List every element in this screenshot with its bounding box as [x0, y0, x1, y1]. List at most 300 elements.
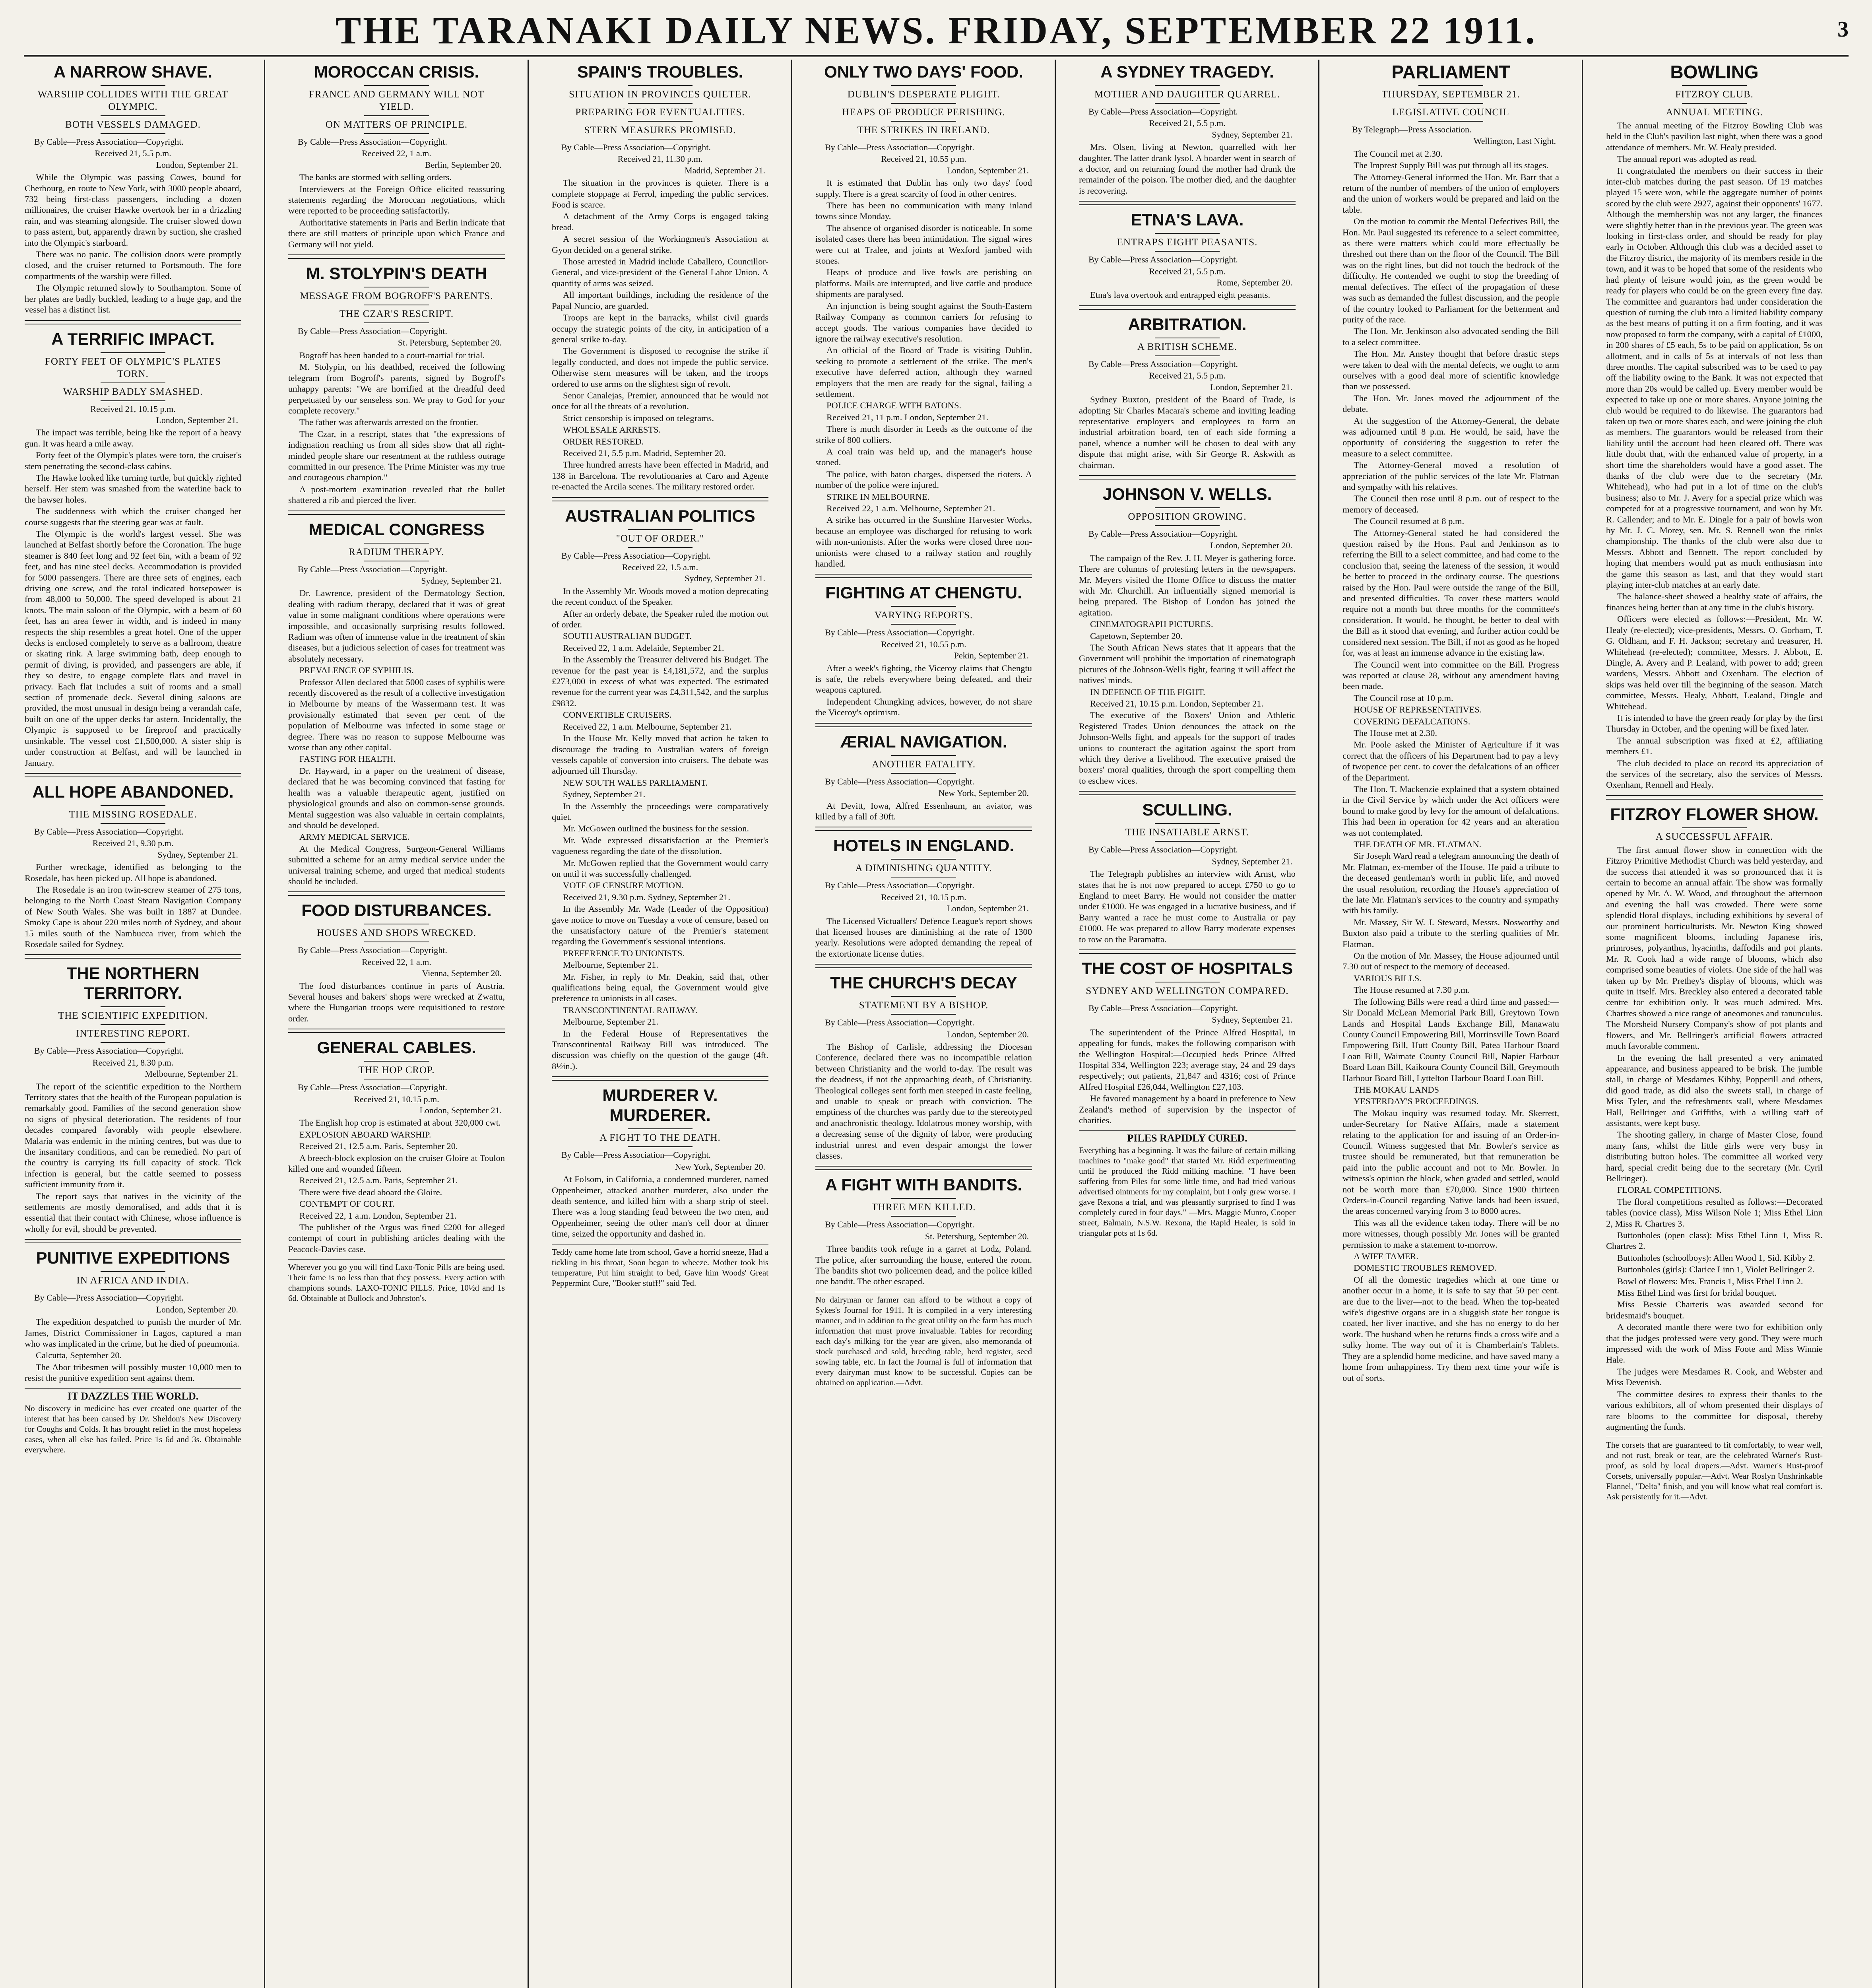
body-paragraph: He favored management by a board in preference to New Zealand's method of supervision by the inspector of charities.: [1079, 1093, 1296, 1125]
body-paragraph: Dr. Lawrence, president of the Dermatology Section, dealing with radium therapy, declared that it was of great value in some malignant conditions where operations were impossible, and occasionally surprising results followed. Radium was often of immense value in the treatment of skin diseases, but a judicious selection of cases for treatment was absolutely necessary.: [288, 588, 505, 664]
body-paragraph: Three bandits took refuge in a garret at Lodz, Poland. The police, after surrounding the house, entered the room. The bandits shot two policemen dead, and the police killed one bandit. The other escaped.: [815, 1244, 1032, 1287]
received-time: Received 21, 10.15 p.m.: [90, 404, 176, 414]
subhead-rule: [364, 85, 429, 86]
byline: By Cable—Press Association—Copyright.: [1088, 845, 1238, 855]
body-paragraph: In the Assembly Mr. Woods moved a motion deprecating the recent conduct of the Speaker.: [552, 586, 768, 607]
body-paragraph: Professor Allen declared that 5000 cases of syphilis were recently discovered as the result of a collective investigation in Melbourne by means of the Wassermann test. It was provisionally estimated that seven per cent. of the population of Melbourne was infected in some stage or degree. There was no reason to suppose Melbourne was worse than any other capital.: [288, 677, 505, 753]
byline: By Cable—Press Association—Copyright.: [825, 776, 974, 786]
article-divider: [1606, 795, 1823, 800]
body-paragraph: CINEMATOGRAPH PICTURES.: [1090, 619, 1213, 629]
subhead-rule: [628, 139, 693, 140]
subhead-rule: [364, 1061, 429, 1062]
body-paragraph: Dr. Hayward, in a paper on the treatment of disease, declared that he was becoming convinced that fasting for health was a valuable therapeutic agent, justified on physiological grounds and also on common-sense grounds. Mental suggestion was also valuable in certain complaints, and should be developed.: [288, 765, 505, 830]
received-time: Received 21, 9.30 p.m.: [92, 838, 174, 848]
article: [1079, 475, 1296, 786]
body-paragraph: The Olympic is the world's largest vessel. She was launched at Belfast shortly before the Coronation. The huge steamer is 840 feet long and 92 feet 6in, with a beam of 92 feet, and has nine steel decks. Accommodation is provided for 5000 passengers. There are three sets of engines, each driving one screw, and the total indicated horsepower is from 48,000 to 50,000. The speed developed is about 21 knots. The main saloon of the Olympic, with a beam of 60 feet, has an area fewer in width, and is indeed in many respects the ship resembles a great hotel. One of the upper decks is enclosed completely to serve as a ballroom, theatre or skating rink. A large swimming bath, deep enough to permit of diving, is provided, and passengers are able, if they so desire, to engage complete flats and travel in privacy. Each flat includes a suit of rooms and a small section of promenade deck. Several dining saloons are provided, the most unusual in design being a verandah cafe, built on one of the upper decks far astern. Incidentally, the Olympic is supposed to be fireproof and practically unsinkable. The vessel cost £1,500,000. A sister ship is under construction at Belfast, and will be launched in January.: [25, 528, 241, 768]
subhead: ON MATTERS OF PRINCIPLE.: [325, 119, 468, 130]
byline: By Cable—Press Association—Copyright.: [298, 1082, 447, 1093]
column-rule: [264, 60, 265, 1988]
ad-text: Wherever you go you will find Laxo-Tonic Pills are being used. Their fame is no less than that they possess. Every action with champions sounds. LAXO-TONIC PILLS. Price, 10½d and 1s 6d. Obtainable at Bullock and Johnston's.: [288, 1262, 505, 1303]
dateline: Sydney, September 21.: [1212, 129, 1292, 140]
subhead-rule: [101, 1289, 166, 1290]
headline: A FIGHT WITH BANDITS.: [825, 1175, 1022, 1194]
subhead-rule: [101, 133, 166, 134]
body-paragraph: In the House Mr. Kelly moved that action be taken to discourage the trading to Australian waters of foreign vessels capable of conversion into cruisers. The debate was adjourned till Thursday.: [552, 733, 768, 776]
body-paragraph: Received 21, 11 p.m. London, September 21.: [826, 412, 989, 422]
subhead: THE INSATIABLE ARNST.: [1125, 827, 1249, 838]
body-paragraph: This was all the evidence taken today. There will be no more witnesses, though possibly Mr. Jones will be granted permission to make a statement to-morrow.: [1342, 1217, 1559, 1250]
article: [288, 891, 505, 1024]
body-paragraph: Buttonholes (schoolboys): Allen Wood 1, Sid. Kibby 2.: [1617, 1252, 1815, 1263]
column-rule: [528, 60, 529, 1988]
body-paragraph: The Hawke looked like turning turtle, but quickly righted herself. Her stem was smashed from the waterline back to the hawser holes.: [25, 472, 241, 505]
received-time: Received 21, 10.15 p.m.: [354, 1094, 439, 1104]
body-paragraph: The impact was terrible, being like the report of a heavy gun. It was heard a mile away.: [25, 427, 241, 448]
article: [25, 320, 241, 768]
body-paragraph: The Council met at 2.30.: [1354, 148, 1443, 159]
body-paragraph: Independent Chungking advices, however, do not share the Viceroy's optimism.: [815, 696, 1032, 718]
headline: HOTELS IN ENGLAND.: [833, 836, 1014, 855]
body-paragraph: The Council rose at 10 p.m.: [1354, 693, 1453, 703]
body-paragraph: In the Federal House of Representatives the Transcontinental Railway Bill was introduced. The discussion was chiefly on the question of the gauge (4ft. 8½in.).: [552, 1028, 768, 1071]
body-paragraph: Received 21, 5.5 p.m. Madrid, September 20.: [563, 448, 726, 458]
body-paragraph: A WIFE TAMER.: [1354, 1251, 1419, 1262]
article-divider: [1079, 305, 1296, 310]
ad-text: The corsets that are guaranteed to fit comfortably, to wear well, and not rust, break or tear, are the celebrated Warner's Rust-proof, as sold by local drapers.—Advt. Warner's Rust-proof Corsets, universally popular.—Advt. Wear Roslyn Unshrinkable Flannel, "Delta" finish, and you will know what real comfort is. Ask persistently for it.—Advt.: [1606, 1440, 1823, 1502]
subhead-rule: [364, 543, 429, 544]
article-divider: [552, 1076, 768, 1081]
body-paragraph: Further wreckage, identified as belonging to the Rosedale, has been picked up. All hope is abandoned.: [25, 862, 241, 883]
body-paragraph: Buttonholes (girls): Clarice Linn 1, Violet Bellringer 2.: [1617, 1264, 1815, 1275]
headline: THE CHURCH'S DECAY: [830, 973, 1017, 992]
subhead: ENTRAPS EIGHT PEASANTS.: [1117, 237, 1258, 248]
body-paragraph: The banks are stormed with selling orders.: [299, 172, 452, 182]
body-paragraph: The absence of organised disorder is noticeable. In some isolated cases there has been intimidation. The signal wires were cut at Tralee, and joints at Wexford jambed with stones.: [815, 223, 1032, 266]
body-paragraph: While the Olympic was passing Cowes, bound for Cherbourg, en route to New York, with 3000 people aboard, 732 being first-class passengers, including a dozen millionaires, the cruiser Hawke overtook her in a drizzling rain, and was steaming alongside. The cruiser slowed down to pass astern, but, apparently drawn by suction, she crashed into the Olympic's starboard.: [25, 172, 241, 248]
byline: By Cable—Press Association—Copyright.: [825, 627, 974, 638]
subhead: A FIGHT TO THE DEATH.: [599, 1132, 721, 1143]
advertisement: [1079, 1130, 1296, 1238]
body-paragraph: On the motion of Mr. Massey, the House adjourned until 7.30 out of respect to the memory of deceased.: [1342, 951, 1559, 972]
body-paragraph: Melbourne, September 21.: [563, 1017, 658, 1027]
body-paragraph: Received 21, 12.5 a.m. Paris, September 20.: [299, 1141, 458, 1151]
body-paragraph: The Abor tribesmen will possibly muster 10,000 men to resist the punitive expedition sent against them.: [25, 1362, 241, 1383]
body-paragraph: An official of the Board of Trade is visiting Dublin, seeking to promote a settlement of the strike. The men's executive have deferred action, although they warned employers that the men are ready for the signal, failing a settlement.: [815, 345, 1032, 399]
ad-headline: PILES RAPIDLY CURED.: [1127, 1132, 1247, 1144]
article-divider: [288, 511, 505, 515]
dateline: Sydney, September 21.: [685, 573, 765, 584]
byline: By Cable—Press Association—Copyright.: [34, 1046, 184, 1056]
masthead-title: THE TARANAKI DAILY NEWS. FRIDAY, SEPTEMBER 22 1911.: [336, 9, 1537, 52]
article: [1342, 62, 1559, 1383]
body-paragraph: The expedition despatched to punish the murder of Mr. James, District Commissioner in Lagos, captured a man who was implicated in the crime, but he died of pneumonia.: [25, 1317, 241, 1349]
body-paragraph: A detachment of the Army Corps is engaged taking bread.: [552, 211, 768, 232]
article: [25, 1239, 241, 1383]
body-paragraph: Mr. Wade expressed dissatisfaction at the Premier's vagueness regarding the date of the dissolution.: [552, 835, 768, 856]
article: [1079, 201, 1296, 301]
byline: By Cable—Press Association—Copyright.: [34, 137, 184, 147]
byline: By Cable—Press Association—Copyright.: [1088, 254, 1238, 265]
subhead-rule: [628, 547, 693, 548]
body-paragraph: VOTE OF CENSURE MOTION.: [563, 880, 684, 891]
article-divider: [25, 320, 241, 324]
subhead-rule: [628, 1128, 693, 1129]
body-paragraph: NEW SOUTH WALES PARLIAMENT.: [563, 777, 708, 788]
column-rule: [1582, 60, 1583, 1988]
dateline: St. Petersburg, September 20.: [925, 1231, 1029, 1241]
dateline: New York, September 20.: [675, 1161, 765, 1172]
article: [1079, 949, 1296, 1126]
subhead-rule: [101, 85, 166, 86]
received-time: Received 22, 1.5 a.m.: [622, 562, 698, 572]
body-paragraph: PREVALENCE OF SYPHILIS.: [299, 665, 414, 676]
column-rule: [1318, 60, 1319, 1988]
body-paragraph: Received 22, 1 a.m. Adelaide, September 21.: [563, 643, 724, 653]
byline: By Cable—Press Association—Copyright.: [561, 1150, 711, 1160]
headline: SPAIN'S TROUBLES.: [577, 62, 743, 81]
advertisement: [552, 1244, 768, 1288]
column-5: [1079, 60, 1296, 1988]
subhead-rule: [101, 805, 166, 806]
article: [288, 254, 505, 506]
subhead-rule: [891, 85, 956, 86]
body-paragraph: The Olympic returned slowly to Southampton. Some of her plates are badly buckled, leading to a huge gap, and the vessel has a distinct list.: [25, 283, 241, 315]
dateline: Vienna, September 20.: [422, 968, 502, 978]
body-paragraph: Bogroff has been handed to a court-martial for trial.: [299, 350, 485, 360]
body-paragraph: Miss Bessie Charteris was awarded second for bridesmaid's bouquet.: [1606, 1299, 1823, 1320]
subhead: FRANCE AND GERMANY WILL NOT YIELD.: [308, 89, 485, 112]
body-paragraph: Senor Canalejas, Premier, announced that he would not once for all the threats of a revolution.: [552, 390, 768, 412]
subhead: WARSHIP COLLIDES WITH THE GREAT OLYMPIC.: [37, 89, 229, 112]
subhead: STATEMENT BY A BISHOP.: [859, 1000, 989, 1011]
body-paragraph: COVERING DEFALCATIONS.: [1354, 716, 1470, 726]
column-2: [288, 60, 505, 1988]
subhead-rule: [891, 1014, 956, 1015]
received-time: Received 21, 11.30 p.m.: [617, 154, 703, 164]
dateline: Sydney, September 21.: [421, 575, 502, 586]
subhead: HEAPS OF PRODUCE PERISHING.: [842, 107, 1005, 118]
body-paragraph: The Telegraph publishes an interview with Arnst, who states that he is not now prepared to accept £750 to go to England to meet Barry. He would not consider the matter under £1000. He was engaged in a lucrative business, and if Barry wanted a race he must come to Australia or pay £1000. He was prepared to allow Barry moderate expenses to row on the Paramatta.: [1079, 869, 1296, 944]
article: [815, 574, 1032, 718]
byline: By Cable—Press Association—Copyright.: [561, 142, 711, 152]
body-paragraph: An injunction is being sought against the South-Eastern Railway Company as common carriers for refusing to accept goods. The various companies have decided to ignore the railway executive's resolution.: [815, 301, 1032, 344]
article: [1079, 305, 1296, 470]
subhead-rule: [101, 1042, 166, 1043]
body-paragraph: Mr. Massey, Sir W. J. Steward, Messrs. Nosworthy and Buxton also paid a tribute to the sterling qualities of Mr. Flatman.: [1342, 917, 1559, 949]
body-paragraph: The balance-sheet showed a healthy state of affairs, the finances being better than at any time in the club's history.: [1606, 591, 1823, 612]
article: [1606, 62, 1823, 790]
article-divider: [288, 254, 505, 259]
body-paragraph: A secret session of the Workingmen's Association at Gyon decided on a general strike.: [552, 234, 768, 255]
subhead: THURSDAY, SEPTEMBER 21.: [1381, 89, 1520, 100]
headline: ALL HOPE ABANDONED.: [32, 782, 234, 801]
body-paragraph: There was no panic. The collision doors were promptly closed, and the cruiser returned to Portsmouth. The fore compartments of the warship were filled.: [25, 249, 241, 281]
column-3: [552, 60, 768, 1988]
dateline: London, September 21.: [156, 159, 238, 170]
body-paragraph: The food disturbances continue in parts of Austria. Several houses and bakers' shops were wrecked at Zwattu, where the Hungarian troops were requisitioned to restore order.: [288, 980, 505, 1023]
body-paragraph: TRANSCONTINENTAL RAILWAY.: [563, 1005, 698, 1015]
body-paragraph: A post-mortem examination revealed that the bullet shattered a rib and pierced the liver.: [288, 484, 505, 505]
subhead: HOUSES AND SHOPS WRECKED.: [317, 928, 476, 939]
body-paragraph: Strict censorship is imposed on telegrams.: [563, 413, 714, 423]
body-paragraph: Mr. Fisher, in reply to Mr. Deakin, said that, other qualifications being equal, the Government would give preference to unionists in all cases.: [552, 971, 768, 1004]
body-paragraph: The Hon. Mr. Jones moved the adjournment of the debate.: [1342, 393, 1559, 414]
byline: By Cable—Press Association—Copyright.: [1088, 1003, 1238, 1013]
headline: FOOD DISTURBANCES.: [301, 901, 492, 920]
article: [815, 1166, 1032, 1287]
subhead-rule: [628, 1146, 693, 1147]
body-paragraph: Sydney Buxton, president of the Board of Trade, is adopting Sir Charles Macara's scheme and inviting leading representative employers and employees to form an industrial arbitration board, ten of each side forming a panel, whence a number will be chosen to deal with any dispute that might arise, with Sir George R. Askwith as chairman.: [1079, 394, 1296, 470]
body-paragraph: After an orderly debate, the Speaker ruled the motion out of order.: [552, 608, 768, 630]
body-paragraph: ORDER RESTORED.: [563, 436, 644, 447]
advertisement: [815, 1292, 1032, 1388]
advertisement: [25, 1388, 241, 1455]
headline: M. STOLYPIN'S DEATH: [306, 264, 487, 283]
byline: By Cable—Press Association—Copyright.: [825, 1219, 974, 1230]
article: [25, 773, 241, 949]
byline: By Cable—Press Association—Copyright.: [34, 1293, 184, 1303]
body-paragraph: The Licensed Victuallers' Defence League's report shows that licensed houses are diminishing at the rate of 1300 yearly. Resolutions were adopted demanding the repeal of the extortionate license duties.: [815, 916, 1032, 959]
article: [1079, 62, 1296, 196]
body-paragraph: Received 22, 1 a.m. Melbourne, September 21.: [563, 721, 732, 732]
body-paragraph: The South African News states that it appears that the Government will prohibit the importation of cinematograph pictures of the Johnson-Wells fight, fearing it will affect the natives' minds.: [1079, 643, 1296, 685]
body-paragraph: The Bishop of Carlisle, addressing the Diocesan Conference, declared there was no incompatible relation between Christianity and the world to-day. The result was the deadness, if not the approaching death, of Christianity. Theological colleges sent forth men steeped in caste feeling, and unable to speak or preach with conviction. The emptiness of the churches was partly due to the stereotyped and anachronistic theology. Idolatrous money worship, with a decreasing sense of the dignity of labor, were producing industrial unrest and even despair amongst the lower classes.: [815, 1041, 1032, 1161]
body-paragraph: It is estimated that Dublin has only two days' food supply. There is a great scarcity of food in other centres.: [815, 178, 1032, 199]
article: [1606, 795, 1823, 1433]
body-paragraph: STRIKE IN MELBOURNE.: [826, 491, 930, 502]
body-paragraph: The executive of the Boxers' Union and Athletic Registered Trades Union denounces the attack on the Johnson-Wells fight, and appeals for the support of trades unions to counteract the agitation against the sport from which they derive a livelihood. The executive praised the boxers' moral qualities, through the sport compelling them to eschew vices.: [1079, 710, 1296, 786]
subhead: PREPARING FOR EVENTUALITIES.: [575, 107, 745, 118]
subhead-rule: [364, 115, 429, 116]
article-divider: [815, 574, 1032, 578]
body-paragraph: Officers were elected as follows:—President, Mr. W. Healy (re-elected); vice-presidents, Messrs. O. Gorham, T. G. Oldham, and F. H. Jackson; secretary and treasurer, H. Whitehead (re-elected); committee, Messrs. J. Abbott, E. Dingle, A. Avery and P. Lealand, with power to add; green wardens, Messrs. Abbott and Oxenham. The election of skips was held over till the beginning of the season. Match committee, Messrs. Healy, Abbott, Lealand, Dingle and Whitehead.: [1606, 614, 1823, 711]
body-paragraph: ARMY MEDICAL SERVICE.: [299, 832, 410, 842]
body-paragraph: The floral competitions resulted as follows:—Decorated tables (novice class), Miss Wilson Nole 1; Miss Ethel Linn 2, Miss R. Chartres 3.: [1606, 1196, 1823, 1229]
byline: By Cable—Press Association—Copyright.: [1088, 528, 1238, 539]
body-paragraph: All important buildings, including the residence of the Papal Nuncio, are guarded.: [552, 290, 768, 311]
headline: MURDERER V. MURDERER.: [602, 1086, 718, 1125]
subhead: A BRITISH SCHEME.: [1137, 341, 1238, 352]
ad-text: No dairyman or farmer can afford to be without a copy of Sykes's Journal for 1911. It is compiled in a very interesting manner, and in addition to the great utility on the farm has much information that must prove invaluable. Tables for recording each day's milking for the year are given, also memoranda of stock purchased and sold, breeding table, herd register, seed sowing table, etc. In fact the Journal is full of information that every dairyman must know to be successful. Copies can be obtained on application.—Advt.: [815, 1295, 1032, 1387]
received-time: Received 21, 8.30 p.m.: [92, 1057, 174, 1068]
headline: AUSTRALIAN POLITICS: [565, 506, 755, 525]
headline: A TERRIFIC IMPACT.: [51, 329, 215, 348]
received-time: Received 21, 5.5 p.m.: [1149, 118, 1226, 128]
body-paragraph: After a week's fighting, the Viceroy claims that Chengtu is safe, the rebels everywhere being defeated, and their weapons captured.: [815, 663, 1032, 695]
advertisement: [1606, 1437, 1823, 1502]
body-paragraph: DOMESTIC TROUBLES REMOVED.: [1354, 1263, 1496, 1273]
body-paragraph: Received 21, 12.5 a.m. Paris, September 21.: [299, 1175, 458, 1186]
received-time: Received 21, 5.5 p.m.: [1149, 371, 1226, 381]
body-paragraph: The annual meeting of the Fitzroy Bowling Club was held in the Club's pavilion last night, when there was a good attendance of members. Mr. W. Healy presided.: [1606, 120, 1823, 152]
column-rule: [1055, 60, 1056, 1988]
subhead-rule: [1155, 525, 1220, 526]
dateline: St. Petersburg, September 20.: [398, 338, 502, 348]
body-paragraph: The police, with baton charges, dispersed the rioters. A number of the police were injured.: [815, 469, 1032, 490]
article: [815, 62, 1032, 569]
dateline: London, September 20.: [156, 1304, 238, 1314]
body-paragraph: Bowl of flowers: Mrs. Francis 1, Miss Ethel Linn 2.: [1617, 1276, 1803, 1286]
subhead: STERN MEASURES PROMISED.: [584, 125, 736, 136]
body-paragraph: The report says that natives in the vicinity of the settlements are mostly demoralised, and adds that it is essential that their contact with Chinese, whose influence is wholly for evil, should be prevented.: [25, 1191, 241, 1234]
body-paragraph: Received 22, 1 a.m. Melbourne, September 21.: [826, 503, 995, 513]
headline: MOROCCAN CRISIS.: [314, 62, 479, 81]
body-paragraph: The publisher of the Argus was fined £200 for alleged contempt of court in publishing articles dealing with the Peacock-Davies case.: [288, 1222, 505, 1254]
body-paragraph: The father was afterwards arrested on the frontier.: [299, 417, 478, 427]
dateline: London, September 21.: [419, 1105, 502, 1115]
article-divider: [25, 1239, 241, 1243]
body-paragraph: In the Assembly the proceedings were comparatively quiet.: [552, 801, 768, 822]
body-paragraph: PREFERENCE TO UNIONISTS.: [563, 948, 685, 958]
subhead: MOTHER AND DAUGHTER QUARREL.: [1094, 89, 1280, 100]
body-paragraph: The Mokau inquiry was resumed today. Mr. Skerrett, under-Secretary for Native Affairs, made a statement relating to the application for and issuing of an Order-in-Council. Witness suggested that Mr. Bowler's service as trustee should be remunerated, but that remuneration be paid into the public account and not to Mr. Bowler. In witness's opinion the block, when graded and settled, would not be worth more than £70,000. Since 1900 thirteen Orders-in-Council regarding Native lands had been issued, the areas concerned varying from 3 to 8000 acres.: [1342, 1108, 1559, 1216]
article-divider: [815, 964, 1032, 968]
body-paragraph: The Council went into committee on the Bill. Progress was reported at clause 28, without any amendment having been made.: [1342, 659, 1559, 691]
body-paragraph: Heaps of produce and live fowls are perishing on platforms. Mails are interrupted, and live cattle and produce shipments are paralysed.: [815, 267, 1032, 299]
article-divider: [288, 1029, 505, 1033]
article: [552, 62, 768, 492]
subhead-rule: [1682, 827, 1747, 828]
body-paragraph: The Czar, in a rescript, states that "the expressions of indignation reaching us from all sides show that all right-minded people share our resentment at the ruthless outrage committed in our presence. The Prime Minister was my true and courageous champion.": [288, 429, 505, 483]
body-paragraph: There is much disorder in Leeds as the outcome of the strike of 800 colliers.: [815, 424, 1032, 445]
body-paragraph: In the Assembly Mr. Wade (Leader of the Opposition) gave notice to move on Tuesday a vote of censure, based on the unsatisfactory nature of the Premier's statement regarding the Government's sessional intentions.: [552, 904, 768, 947]
body-paragraph: The first annual flower show in connection with the Fitzroy Primitive Methodist Church was held yesterday, and the success that attended it was so pronounced that it is certain to become an annual affair. The show was formally opened by Mr. A. W. Wood, and throughout the afternoon and evening the hall was crowded. There were some splendid floral displays, including exhibitions by several of our prominent horticulturists. Mr. Newton King showed some magnificent blooms, including Japanese iris, primroses, polyanthus, hyacinths, daffodils and pot plants. Mr. R. Cook had a wide range of blooms, which also comprised some beauties of violets. One side of the hall was taken up by Mr. Prethey's display of blooms, which was quite in itself. Mrs. Breckley also entered a decorated table centre for exhibition only. It was much admired. Mrs. Chartres showed a nice range of aneomones and ranunculus. The Morsheid Nursery Company's show of pot plants and flowers, and Mr. Bellringer's artificial flowers attracted much favorable comment.: [1606, 845, 1823, 1051]
headline: ÆRIAL NAVIGATION.: [840, 732, 1007, 751]
body-paragraph: The judges were Mesdames R. Cook, and Webster and Miss Devenish.: [1606, 1366, 1823, 1388]
received-time: Received 21, 10.55 p.m.: [881, 154, 966, 164]
subhead: IN AFRICA AND INDIA.: [76, 1275, 190, 1286]
article: [552, 497, 768, 1072]
body-paragraph: The committee desires to express their thanks to the various exhibitors, all of whom presented their displays of rare blooms to the committee for disposal, thereby augmenting the funds.: [1606, 1389, 1823, 1432]
body-paragraph: The annual subscription was fixed at £2, affiliating members £1.: [1606, 735, 1823, 757]
body-paragraph: The situation in the provinces is quieter. There is a complete stoppage at Ferrol, impeding the public services. Food is scarce.: [552, 178, 768, 210]
subhead-rule: [1155, 233, 1220, 234]
headline: THE NORTHERN TERRITORY.: [66, 964, 200, 1003]
body-paragraph: The following Bills were read a third time and passed:—Sir Donald McLean Memorial Park Bill, Greytown Town Lands and Hospital Lands Exchange Bill, Manawatu County Council Empowering Bill, Morrinsville Town Board Empowering Bill, Hutt County Bill, Patea Harbour Board Loan Bill, Waimate County Council Bill, Napier Harbour Board Loan Bill, Kaikoura County Council Bill, Greymouth Harbour Board Bill, Lyttelton Harbour Board Loan Bill.: [1342, 996, 1559, 1083]
article-divider: [1079, 791, 1296, 795]
headline: PUNITIVE EXPEDITIONS: [36, 1248, 230, 1268]
subhead-rule: [628, 103, 693, 104]
subhead-rule: [1155, 85, 1220, 86]
body-paragraph: HOUSE OF REPRESENTATIVES.: [1354, 705, 1482, 715]
byline: By Cable—Press Association—Copyright.: [1088, 107, 1238, 116]
ad-text: No discovery in medicine has ever created one quarter of the interest that has been caused by Dr. Sheldon's New Discovery for Coughs and Colds. It has brought relief in the most hopeless cases, when all else has failed. Price 1s 6d and 3s. Obtainable everywhere.: [25, 1403, 241, 1454]
subhead: A DIMINISHING QUANTITY.: [855, 863, 992, 874]
headline: A SYDNEY TRAGEDY.: [1100, 62, 1274, 81]
subhead-rule: [101, 1024, 166, 1025]
subhead: VARYING REPORTS.: [874, 610, 973, 621]
column-1: [25, 60, 241, 1988]
dateline: Sydney, September 21.: [1212, 856, 1292, 866]
byline: By Cable—Press Association—Copyright.: [1088, 359, 1238, 369]
body-paragraph: Mr. Poole asked the Minister of Agriculture if it was correct that the officers of his Department had to pay a levy of twopence per cent. to cover the defalcations of an officer of the Department.: [1342, 740, 1559, 782]
subhead-rule: [1418, 121, 1484, 122]
body-paragraph: Those arrested in Madrid include Caballero, Councillor-General, and vice-president of the General Labor Union. A quantity of arms was seized.: [552, 256, 768, 288]
headline: GENERAL CABLES.: [317, 1038, 476, 1057]
body-paragraph: Authoritative statements in Paris and Berlin indicate that there are still matters of principle upon which France and Germany will not yield.: [288, 217, 505, 249]
subhead: THE SCIENTIFIC EXPEDITION.: [58, 1010, 208, 1021]
article: [25, 62, 241, 315]
article-divider: [815, 827, 1032, 831]
body-paragraph: At Devitt, Iowa, Alfred Essenhaum, an aviator, was killed by a fall of 30ft.: [815, 800, 1032, 821]
body-paragraph: FLORAL COMPETITIONS.: [1617, 1185, 1722, 1195]
masthead: [24, 7, 1849, 57]
dateline: London, September 21.: [947, 903, 1029, 914]
body-paragraph: A strike has occurred in the Sunshine Harvester Works, because an employee was discharged for refusing to work with non-unionists. After the works were closed three non-unionists were chased to a railway station and roughly handled.: [815, 515, 1032, 569]
body-paragraph: The English hop crop is estimated at about 320,000 cwt.: [299, 1118, 501, 1128]
subhead-rule: [1155, 251, 1220, 252]
article-divider: [815, 723, 1032, 727]
subhead-rule: [891, 996, 956, 997]
body-paragraph: Forty feet of the Olympic's plates were torn, the cruiser's stem penetrating the second-class cabins.: [25, 450, 241, 471]
article-divider: [1079, 949, 1296, 954]
subhead-rule: [1155, 823, 1220, 824]
body-paragraph: Miss Ethel Lind was first for bridal bouquet.: [1617, 1288, 1777, 1298]
column-rule: [791, 60, 792, 1988]
subhead-rule: [101, 1006, 166, 1007]
body-paragraph: At Folsom, in California, a condemned murderer, named Oppenheimer, attacked another murderer, also under the death sentence, and killed him with a sharp strip of steel. There was a long standing feud between the two men, and Oppenheimer, seeing the other man's cell door at dinner time, seized the opportunity and dashed in.: [552, 1174, 768, 1239]
body-paragraph: WHOLESALE ARRESTS.: [563, 425, 661, 435]
body-paragraph: Received 21, 9.30 p.m. Sydney, September 21.: [563, 892, 730, 902]
article: [552, 1076, 768, 1239]
article-divider: [552, 497, 768, 501]
byline: By Cable—Press Association—Copyright.: [561, 550, 711, 561]
body-paragraph: A decorated mantle there were two for exhibition only that the judges professed were very good. They were much impressed with the work of Miss Foote and Miss Winnie Hale.: [1606, 1322, 1823, 1365]
body-paragraph: Interviewers at the Foreign Office elicited reassuring statements regarding the Moroccan negotiations, which were reported to be proceeding satisfactorily.: [288, 184, 505, 216]
headline: JOHNSON V. WELLS.: [1102, 484, 1272, 503]
body-paragraph: In the Assembly the Treasurer delivered his Budget. The revenue for the past year is £4,181,572, and the surplus £273,000 in excess of what was expected. The estimated revenue for the current year was £4,311,542, and the surplus £9832.: [552, 654, 768, 708]
subhead-rule: [891, 103, 956, 104]
page-number: 3: [1837, 17, 1849, 42]
article-divider: [1079, 475, 1296, 480]
subhead-rule: [1682, 85, 1747, 86]
body-paragraph: At the suggestion of the Attorney-General, the debate was adjourned until 8 p.m. He would, he said, have the opportunity of considering the suggestion to refer the measure to a select committee.: [1342, 415, 1559, 458]
body-paragraph: The campaign of the Rev. J. H. Meyer is gathering force. There are columns of protesting letters in the newspapers. Mr. Meyers visited the Home Office to discuss the matter with Mr. Churchill. An influentially signed memorial is being prepared. The Bishop of London has joined the agitation.: [1079, 553, 1296, 617]
dateline: London, September 21.: [1210, 382, 1292, 392]
subhead-rule: [891, 606, 956, 607]
article-divider: [25, 954, 241, 959]
subhead: BOTH VESSELS DAMAGED.: [65, 119, 201, 130]
dateline: Berlin, September 20.: [425, 159, 502, 170]
byline: By Cable—Press Association—Copyright.: [298, 137, 447, 147]
body-paragraph: YESTERDAY'S PROCEEDINGS.: [1354, 1096, 1479, 1107]
ad-headline: IT DAZZLES THE WORLD.: [67, 1390, 199, 1402]
subhead-rule: [891, 1198, 956, 1199]
subhead: MESSAGE FROM BOGROFF'S PARENTS.: [300, 291, 493, 302]
subhead-rule: [628, 529, 693, 530]
column-7: [1606, 60, 1823, 1988]
subhead-rule: [891, 624, 956, 625]
body-paragraph: THE DEATH OF MR. FLATMAN.: [1354, 839, 1482, 849]
dateline: Sydney, September 21.: [157, 849, 238, 860]
article: [288, 62, 505, 250]
subhead-rule: [891, 139, 956, 140]
subhead: LEGISLATIVE COUNCIL: [1392, 107, 1509, 118]
subhead-rule: [364, 322, 429, 323]
body-paragraph: The suddenness with which the cruiser changed her course suggests that the steering gear was at fault.: [25, 506, 241, 527]
body-paragraph: IN DEFENCE OF THE FIGHT.: [1090, 687, 1205, 697]
subhead-rule: [101, 382, 166, 383]
body-paragraph: EXPLOSION ABOARD WARSHIP.: [299, 1129, 431, 1140]
ad-text: Teddy came home late from school, Gave a horrid sneeze, Had a tickling in his throat, Soon began to wheeze. Mother took his temperature, Put him straight to bed, Gave him Woods' Great Peppermint Cure, "Booker stuff!" said Ted.: [552, 1247, 768, 1288]
headline: A NARROW SHAVE.: [54, 62, 212, 81]
byline: By Cable—Press Association—Copyright.: [825, 880, 974, 891]
subhead: WARSHIP BADLY SMASHED.: [63, 386, 203, 397]
subhead-rule: [891, 121, 956, 122]
subhead: INTERESTING REPORT.: [76, 1028, 190, 1039]
body-paragraph: The report of the scientific expedition to the Northern Territory states that the health of the European population is remarkably good. Families of the second generation show no signs of physical deterioration. The residents of four decades compared favorably with people elsewhere. Malaria was endemic in the mining centres, but was due to the insanitary conditions, and can be remedied. No part of the country is carrying its full capacity of stock. Tick infection is general, but the cattle seemed to possess sufficient immunity from it.: [25, 1081, 241, 1190]
subhead-rule: [628, 85, 693, 86]
